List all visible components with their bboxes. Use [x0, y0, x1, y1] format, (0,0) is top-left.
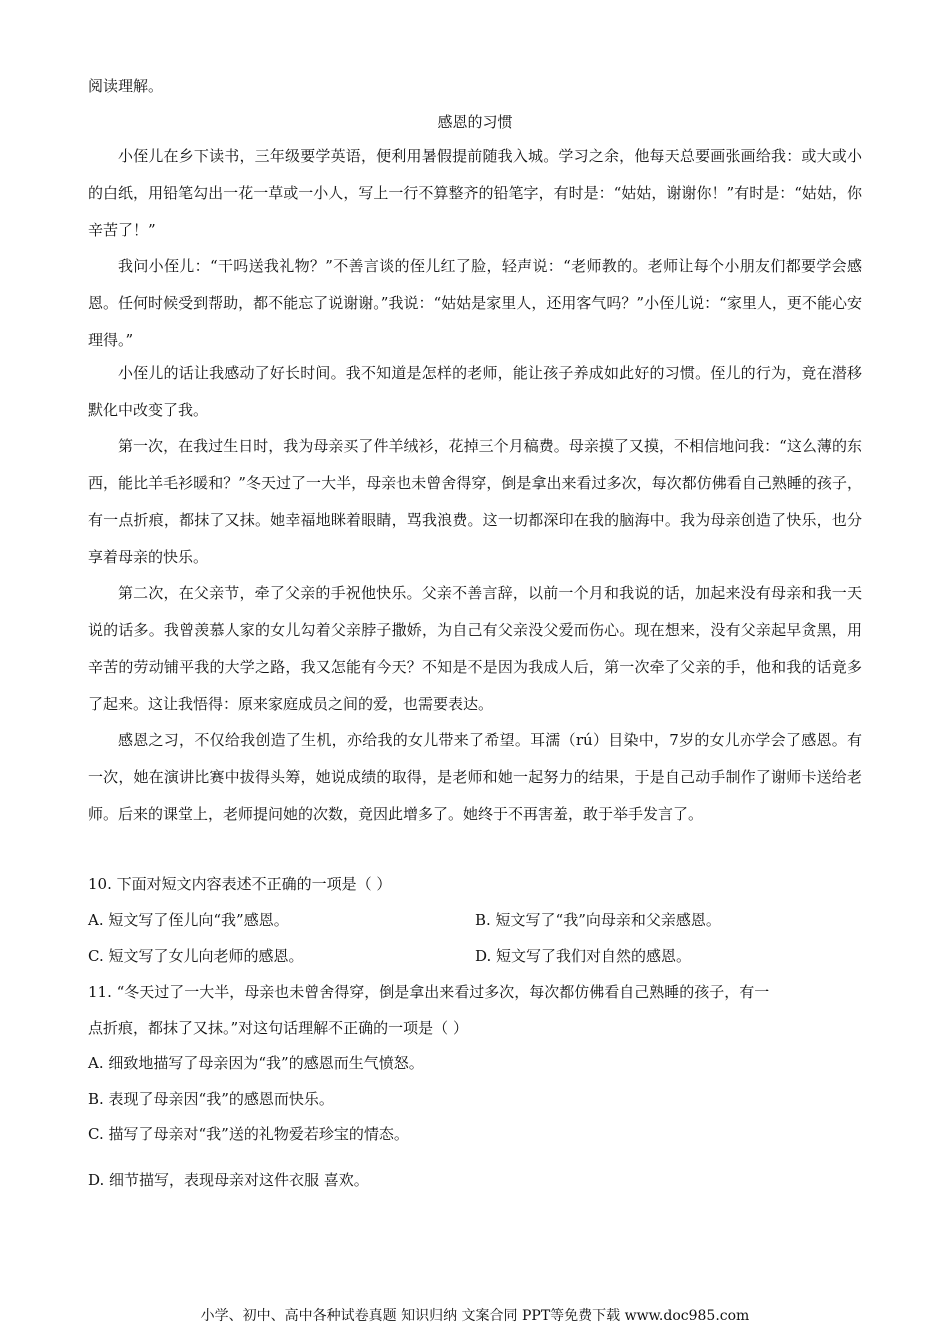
question-10-option-a: A. 短文写了侄儿向“我”感恩。 — [88, 911, 289, 929]
question-10-option-b: B. 短文写了“我”向母亲和父亲感恩。 — [475, 911, 721, 929]
question-11-option-c: C. 描写了母亲对“我”送的礼物爱若珍宝的情态。 — [88, 1125, 409, 1143]
question-11-option-b: B. 表现了母亲因“我”的感恩而快乐。 — [88, 1090, 334, 1108]
passage-paragraph-6: 感恩之习，不仅给我创造了生机，亦给我的女儿带来了希望。耳濡（rú）目染中，7岁的女儿亦学会了感恩。有一次，她在演讲比赛中拔得头筹，她说成绩的取得，是老师和她一起努力的结果，于是自己动手制作了谢师卡送给老师。后来的课堂上，老师提问她的次数，竟因此增多了。她终于不再害羞，敢于举手发言了。 — [88, 731, 862, 823]
question-10-option-d: D. 短文写了我们对自然的感恩。 — [475, 947, 692, 965]
passage-paragraph-1: 小侄儿在乡下读书，三年级要学英语，便利用暑假提前随我入城。学习之余，他每天总要画张画给我：或大或小的白纸，用铅笔勾出一花一草或一小人，写上一行不算整齐的铅笔字，有时是：“姑姑，谢谢你！”有时是：“姑姑，你辛苦了！” — [88, 147, 862, 239]
passage-paragraph-5: 第二次，在父亲节，牵了父亲的手祝他快乐。父亲不善言辞，以前一个月和我说的话，加起来没有母亲和我一天说的话多。我曾羡慕人家的女儿勾着父亲脖子撒娇，为自己有父亲没父爱而伤心。现在想来，没有父亲起早贪黑，用辛苦的劳动铺平我的大学之路，我又怎能有今天？不知是不是因为我成人后，第一次牵了父亲的手，他和我的话竟多了起来。这让我悟得：原来家庭成员之间的爱，也需要表达。 — [88, 584, 862, 713]
question-11-stem-line-2: 点折痕，都抹了又抹。”对这句话理解不正确的一项是（ ） — [88, 1019, 468, 1037]
passage-paragraph-4: 第一次，在我过生日时，我为母亲买了件羊绒衫，花掉三个月稿费。母亲摸了又摸，不相信地问我：“这么薄的东西，能比羊毛衫暖和？”冬天过了一大半，母亲也未曾舍得穿，倒是拿出来看过多次，每次都仿佛看自己熟睡的孩子，有一点折痕，都抹了又抹。她幸福地眯着眼睛，骂我浪费。这一切都深印在我的脑海中。我为母亲创造了快乐，也分享着母亲的快乐。 — [88, 437, 862, 566]
question-10-option-c: C. 短文写了女儿向老师的感恩。 — [88, 947, 304, 965]
passage-paragraph-3: 小侄儿的话让我感动了好长时间。我不知道是怎样的老师，能让孩子养成如此好的习惯。侄儿的行为，竟在潜移默化中改变了我。 — [88, 364, 862, 419]
question-10-stem: 10. 下面对短文内容表述不正确的一项是（ ） — [88, 875, 392, 893]
passage-title: 感恩的习惯 — [437, 113, 513, 131]
question-11-option-a: A. 细致地描写了母亲因为“我”的感恩而生气愤怒。 — [88, 1054, 424, 1072]
question-11-stem-line-1: 11. “冬天过了一大半，母亲也未曾舍得穿，倒是拿出来看过多次，每次都仿佛看自己熟睡的孩子，有一 — [88, 983, 770, 1001]
question-11-option-d: D. 细节描写，表现母亲对这件衣服 喜欢。 — [88, 1171, 369, 1189]
page-footer: 小学、初中、高中各种试卷真题 知识归纳 文案合同 PPT等免费下载 www.doc985.com — [200, 1308, 750, 1324]
passage-paragraph-2: 我问小侄儿：“干吗送我礼物？”不善言谈的侄儿红了脸，轻声说：“老师教的。老师让每个小朋友们都要学会感恩。任何时候受到帮助，都不能忘了说谢谢。”我说：“姑姑是家里人，还用客气吗？”小侄儿说：“家里人，更不能心安理得。” — [88, 257, 862, 349]
section-label: 阅读理解。 — [88, 77, 164, 95]
